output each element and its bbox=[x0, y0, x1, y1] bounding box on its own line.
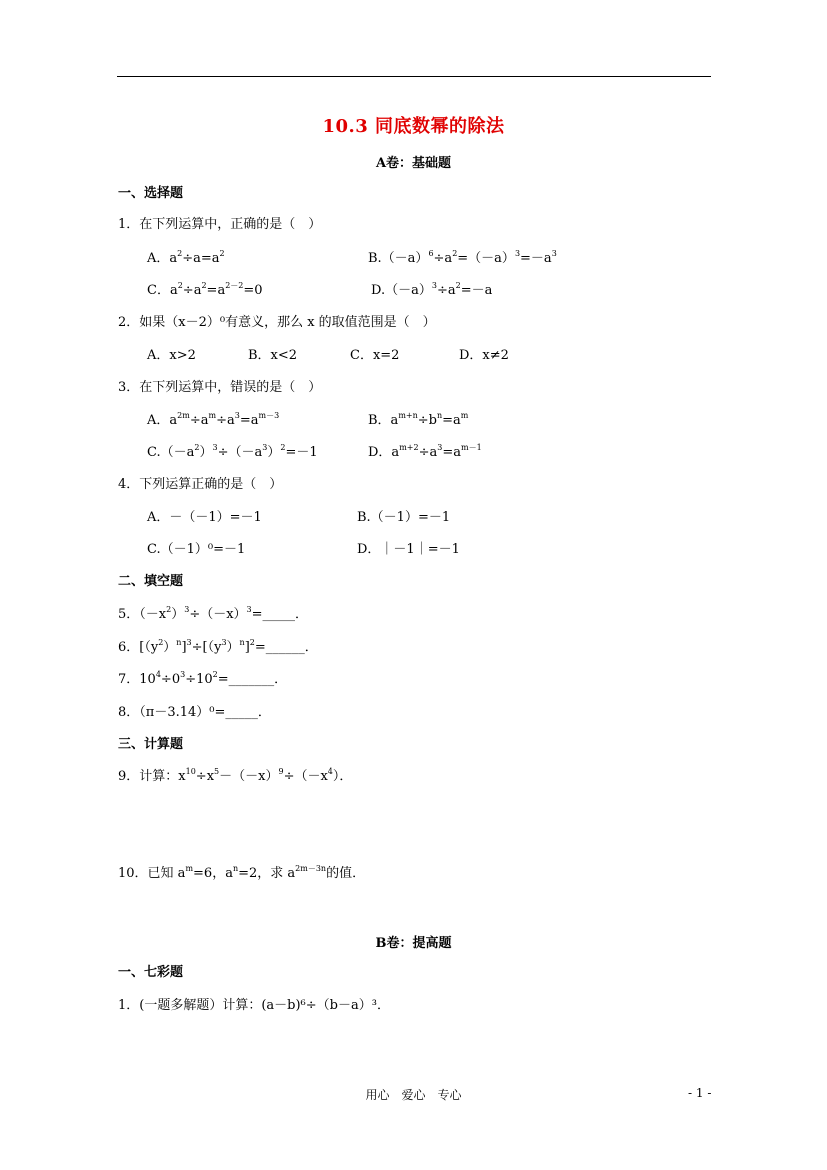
q4-option-c: C.（－1）⁰=－1 bbox=[147, 542, 246, 557]
section-colorful: 一、七彩题 bbox=[118, 965, 184, 980]
question-2: 2．如果（x－2）⁰有意义，那么 x 的取值范围是（ ） bbox=[118, 315, 436, 330]
footer-text: 用心 爱心 专心 bbox=[365, 1088, 462, 1102]
q4-option-d: D．｜－1｜=－1 bbox=[357, 542, 460, 557]
q1-option-d: $D.(-a)^3\div a^2=-a$ bbox=[371, 281, 493, 298]
q2-option-c: C．x=2 bbox=[350, 348, 400, 363]
q3-option-c: $C.(-a^2)^3\div(-a^3)^2=-1$ bbox=[147, 443, 318, 460]
section-fill: 二、填空题 bbox=[118, 574, 184, 589]
q3-option-b: B．$a^{m+n}\div b^n=a^m$ bbox=[368, 411, 469, 428]
part-b-heading: B卷：提高题 bbox=[375, 936, 452, 951]
section-calc: 三、计算题 bbox=[118, 737, 184, 752]
q2-option-a: A．x>2 bbox=[147, 348, 196, 363]
section-choice: 一、选择题 bbox=[118, 186, 184, 201]
q1-option-a: A．$a^2\div a=a^2$ bbox=[147, 249, 225, 266]
q1-option-c: C．$a^2\div a^2=a^{2-2}=0$ bbox=[147, 281, 263, 298]
q3-option-a: A．$a^{2m}\div a^m\div a^3=a^{m-3}$ bbox=[147, 411, 280, 428]
q3-option-d: D．$a^{m+2}\div a^3=a^{m-1}$ bbox=[368, 443, 482, 460]
question-6: 6．$[(y^2)^n]^3\div[(y^3)^n]^2=\_\_\_\_\_\_$． bbox=[118, 638, 318, 655]
q4-option-a: A．－（－1）=－1 bbox=[147, 510, 262, 525]
question-9: 9．计算：$x^{10}\div x^5-(-x)^9\div(-x^4)$． bbox=[118, 767, 353, 784]
q1-option-b: $B.(-a)^6\div a^2=(-a)^3=-a^3$ bbox=[368, 249, 557, 266]
question-3: 3．在下列运算中，错误的是（ ） bbox=[118, 380, 322, 395]
page-number: - 1 - bbox=[688, 1086, 712, 1100]
question-b1: 1．(一题多解题）计算：(a－b)⁶÷（b－a）³． bbox=[118, 998, 390, 1013]
question-1: 1．在下列运算中，正确的是（ ） bbox=[118, 217, 322, 232]
part-a-heading: A卷：基础题 bbox=[375, 156, 452, 171]
question-7: 7．$10^4\div 0^3\div 10^2=\_\_\_\_\_\_\_$． bbox=[118, 670, 288, 687]
question-4: 4．下列运算正确的是（ ） bbox=[118, 477, 283, 492]
q4-option-b: B.（－1）=－1 bbox=[357, 510, 451, 525]
question-8: 8．（π－3.14）⁰=_____． bbox=[118, 705, 271, 720]
header-rule bbox=[117, 76, 711, 77]
page-title: 10.3 同底数幂的除法 bbox=[322, 116, 505, 137]
question-10: 10．已知 $a^m=6$，$a^n=2$，求 $a^{2m-3n}$的值． bbox=[118, 864, 366, 881]
question-5: 5．$(-x^2)^3\div(-x)^3=\_\_\_\_\_$． bbox=[118, 605, 309, 622]
q2-option-b: B．x<2 bbox=[248, 348, 298, 363]
q2-option-d: D．x≠2 bbox=[459, 348, 509, 363]
